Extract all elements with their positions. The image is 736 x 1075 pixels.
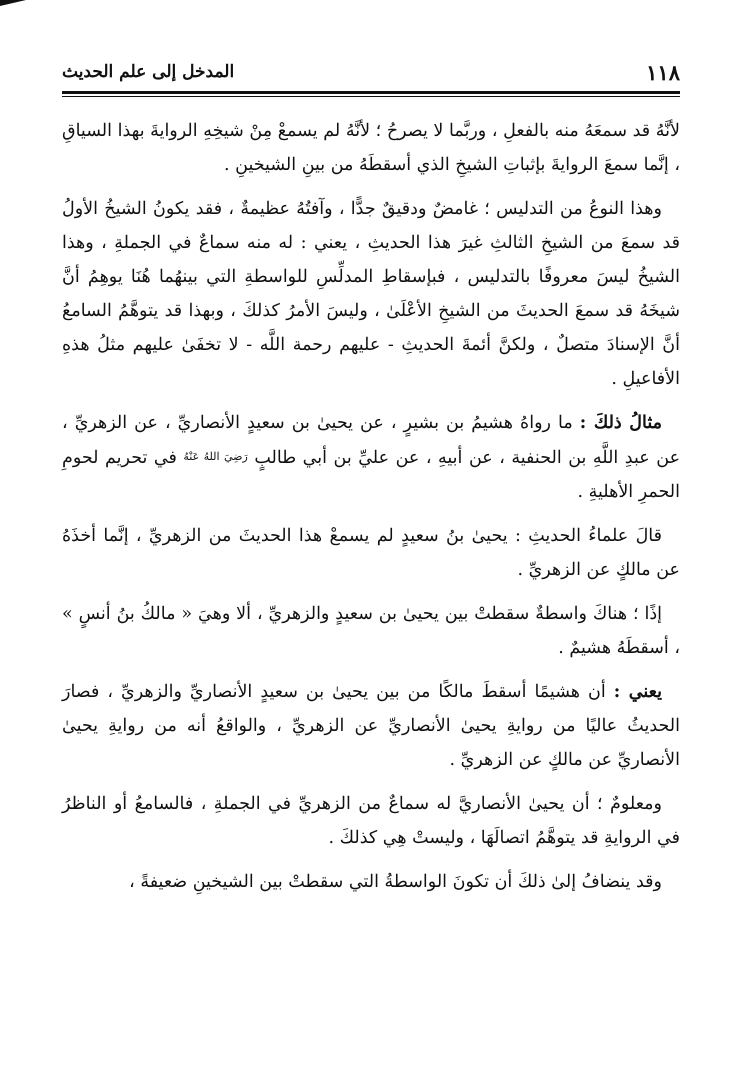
body-text [62,114,680,909]
paragraph-text: أن هشيمًا أسقطَ مالكًا من بين يحيىٰ بن سعيدٍ الأنصاريِّ والزهريِّ ، فصارَ الحديثُ عاليًا من روايةِ يحيىٰ الأنصاريِّ عن الزهريِّ ، والواقعُ أنه من روايةِ يحيىٰ الأنصاريِّ عن مالكٍ عن الزهريِّ . [62,682,680,770]
paragraph-3 [62,406,680,509]
honorific-glyph: رَضِيَ اللهُ عَنْهُ [183,450,248,463]
running-title: المدخل إلى علم الحديث [62,62,235,82]
header-rule-thick [62,91,680,94]
paragraph-8 [62,865,680,899]
paragraph-6 [62,675,680,777]
header-rule-thin [62,96,680,97]
page-header [62,58,680,90]
paragraph-text: ومعلومٌ ؛ أن يحيىٰ الأنصاريَّ له سماعٌ من الزهريِّ في الجملةِ ، فالسامعُ أو الناظرُ في الروايةِ قد يتوهَّمُ اتصالَهَا ، وليستْ هِي كذلكَ . [62,794,680,848]
paragraph-lead: يعني : [613,682,662,702]
paragraph-7 [62,787,680,855]
paragraph-text: إذًا ؛ هناكَ واسطةٌ سقطتْ بين يحيىٰ بن سعيدٍ والزهريِّ ، ألا وهيَ « مالكُ بنُ أنسٍ » ، أسقطَهُ هشيمٌ . [62,604,680,658]
page-corner-mark [0,0,26,6]
page-number: ١١٨ [646,60,680,85]
paragraph-2 [62,192,680,396]
paragraph-tail: في تحريم لحومِ الحمرِ الأهليةِ . [62,448,680,502]
paragraph-text: وهذا النوعُ من التدليس ؛ غامضٌ ودقيقٌ جدًّا ، وآفتُهُ عظيمةٌ ، فقد يكونُ الشيخُ الأولُ قد سمعَ من الشيخِ الثالثِ غيرَ هذا الحديثِ ، يعني : له منه سماعٌ في الجملةِ ، وهذا الشيخُ ليسَ معروفًا بالتدليس ، فبإسقاطِ المدلِّسِ للواسطةِ التي بينهُما هُنَا يوهِمُ أنَّ شيخَهُ قد سمعَ الحديثَ من الشيخِ الأعْلَىٰ ، وليسَ الأمرُ كذلكَ ، وبهذا قد يتوهَّمُ السامعُ أنَّ الإسنادَ متصلٌ ، ولكنَّ أئمةَ الحديثِ - عليهم رحمة اللَّه - لا تخفَىٰ عليهم مثلُ هذهِ الأفاعيلِ . [62,199,680,389]
paragraph-1 [62,114,680,182]
paragraph-4 [62,519,680,587]
paragraph-lead: مثالُ ذلكَ : [579,413,662,433]
paragraph-text: وقد ينضافُ إلىٰ ذلكَ أن تكونَ الواسطةُ التي سقطتْ بين الشيخينِ ضعيفةً ، [129,872,662,892]
paragraph-text: قالَ علماءُ الحديثِ : يحيىٰ بنُ سعيدٍ لم يسمعْ هذا الحديثَ من الزهريِّ ، إنَّما أخذَهُ عن مالكٍ عن الزهريِّ . [62,526,680,580]
paragraph-5 [62,597,680,665]
paragraph-text: لأنَّهُ قد سمعَهُ منه بالفعلِ ، وربَّما لا يصرحُ ؛ لأنَّهُ لم يسمعْ مِنْ شيخِهِ الروايةَ بهذا السياقِ ، إنَّما سمعَ الروايةَ بإثباتِ الشيخِ الذي أسقطَهُ من بينِ الشيخينِ . [62,121,680,175]
paragraph-text: ما رواهُ هشيمُ بن بشيرٍ ، عن يحيىٰ بن سعيدٍ الأنصاريِّ ، عن الزهريِّ ، عن عبدِ اللَّهِ بن الحنفية ، عن أبيهِ ، عن عليِّ بن أبي طالبٍ [62,413,681,468]
